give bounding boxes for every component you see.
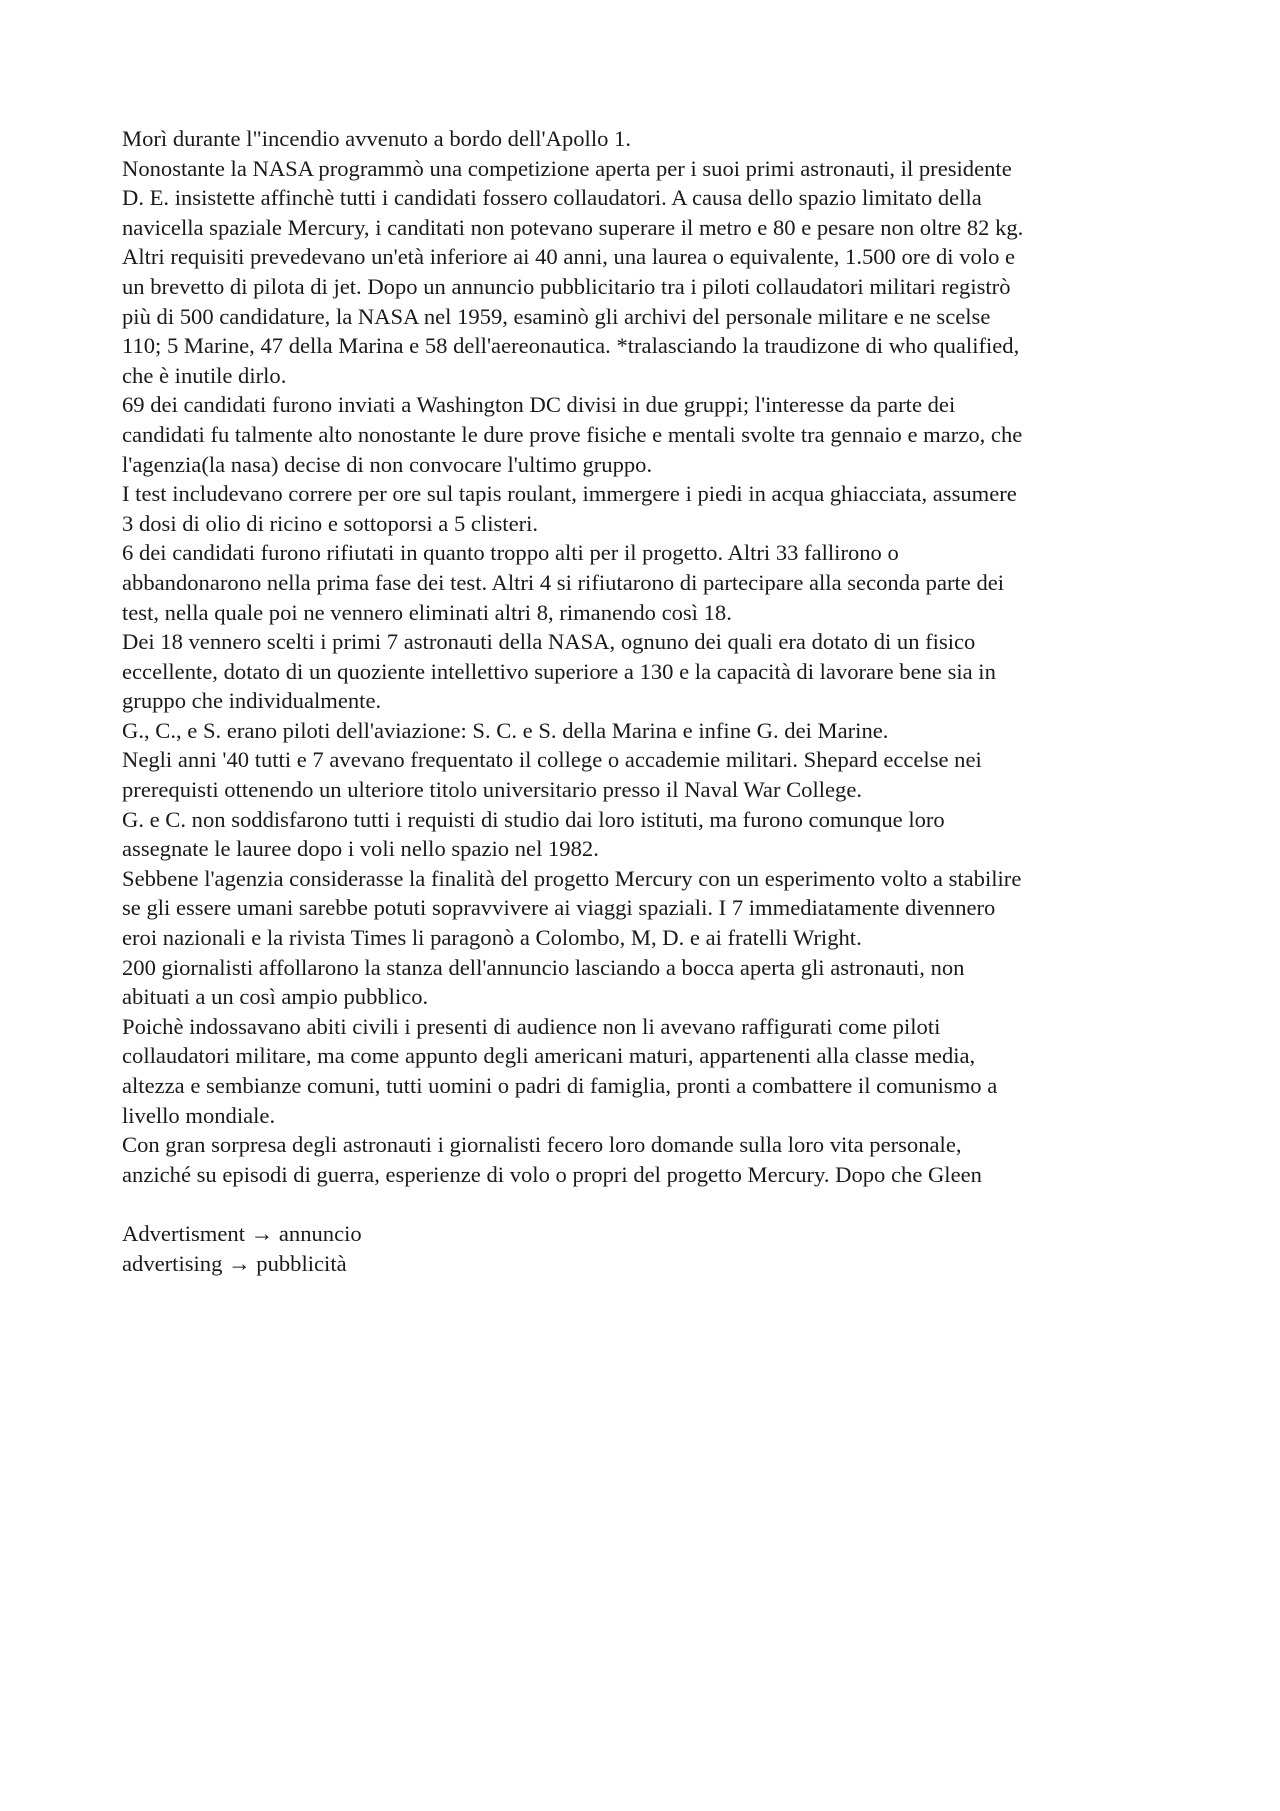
text-line: 200 giornalisti affollarono la stanza dell'annuncio lasciando a bocca aperta gli astronauti, non [122, 954, 965, 980]
text-line: Altri requisiti prevedevano un'età inferiore ai 40 anni, una laurea o equivalente, 1.500 ore di volo e [122, 244, 1016, 270]
text-line: un brevetto di pilota di jet. Dopo un annuncio pubblicitario tra i piloti collaudatori militari registrò [122, 273, 1011, 299]
text-line: collaudatori militare, ma come appunto degli americani maturi, appartenenti alla classe media, [122, 1043, 976, 1069]
text-line: anziché su episodi di guerra, esperienze di volo o propri del progetto Mercury. Dopo che Gleen [122, 1161, 982, 1187]
text-line: Negli anni '40 tutti e 7 avevano frequentato il college o accademie militari. Shepard eccelse nei [122, 747, 982, 773]
blank-line [122, 1189, 1172, 1219]
text-line: altezza e sembianze comuni, tutti uomini o padri di famiglia, pronti a combattere il comunismo a [122, 1073, 998, 1098]
text-line: Dei 18 vennero scelti i primi 7 astronauti della NASA, ognuno dei quali era dotato di un fisico [122, 629, 976, 655]
glossary-entry: Advertisment → annuncio [122, 1220, 362, 1246]
text-line: D. E. insistette affinchè tutti i candidati fossero collaudatori. A causa dello spazio limitato della [122, 185, 982, 211]
text-line: livello mondiale. [122, 1102, 276, 1128]
text-line: più di 500 candidature, la NASA nel 1959, esaminò gli archivi del personale militare e ne scelse [122, 303, 991, 329]
text-line: eroi nazionali e la rivista Times li paragonò a Colombo, M, D. e ai fratelli Wright. [122, 925, 862, 951]
text-line: che è inutile dirlo. [122, 362, 287, 388]
text-line: Con gran sorpresa degli astronauti i giornalisti fecero loro domande sulla loro vita personale, [122, 1132, 962, 1158]
text-line: abituati a un così ampio pubblico. [122, 984, 429, 1010]
text-line: l'agenzia(la nasa) decise di non convocare l'ultimo gruppo. [122, 451, 653, 477]
text-line: G., C., e S. erano piloti dell'aviazione: S. C. e S. della Marina e infine G. dei Marine. [122, 717, 889, 743]
text-line: 110; 5 Marine, 47 della Marina e 58 dell'aereonautica. *tralasciando la traudizone di who qualified, [122, 333, 1020, 359]
text-line: 3 dosi di olio di ricino e sottoporsi a 5 clisteri. [122, 510, 539, 536]
text-line: eccellente, dotato di un quoziente intellettivo superiore a 130 e la capacità di lavorare bene sia in [122, 658, 996, 684]
text-line: Poichè indossavano abiti civili i presenti di audience non li avevano raffigurati come piloti [122, 1013, 941, 1039]
text-line: prerequisti ottenendo un ulteriore titolo universitario presso il Naval War College. [122, 777, 863, 803]
glossary [122, 1219, 1172, 1278]
text-line: gruppo che individualmente. [122, 688, 382, 714]
glossary-entry: advertising → pubblicità [122, 1250, 347, 1276]
text-line: test, nella quale poi ne vennero eliminati altri 8, rimanendo così 18. [122, 599, 732, 625]
text-line: 6 dei candidati furono rifiutati in quanto troppo alti per il progetto. Altri 33 fallirono o [122, 540, 899, 566]
text-line: 69 dei candidati furono inviati a Washington DC divisi in due gruppi; l'interesse da parte dei [122, 392, 956, 418]
text-line: assegnate le lauree dopo i voli nello spazio nel 1982. [122, 836, 599, 862]
text-line: G. e C. non soddisfarono tutti i requisti di studio dai loro istituti, ma furono comunque loro [122, 806, 945, 832]
text-line: se gli essere umani sarebbe potuti sopravvivere ai viaggi spaziali. I 7 immediatamente divennero [122, 895, 996, 921]
text-line: I test includevano correre per ore sul tapis roulant, immergere i piedi in acqua ghiacciata, assumere [122, 481, 1017, 507]
text-line: Morì durante l"incendio avvenuto a bordo dell'Apollo 1. [122, 126, 631, 151]
text-line: Nonostante la NASA programmò una competizione aperta per i suoi primi astronauti, il presidente [122, 155, 1012, 181]
text-line: navicella spaziale Mercury, i canditati non potevano superare il metro e 80 e pesare non oltre 82 kg. [122, 214, 1024, 240]
text-line: Sebbene l'agenzia considerasse la finalità del progetto Mercury con un esperimento volto a stabilire [122, 865, 1022, 891]
text-line: candidati fu talmente alto nonostante le dure prove fisiche e mentali svolte tra gennaio e marzo, che [122, 421, 1023, 447]
document-page [122, 124, 1172, 1278]
text-line: abbandonarono nella prima fase dei test. Altri 4 si rifiutarono di partecipare alla seconda parte dei [122, 569, 1005, 595]
body-text [122, 124, 1172, 1189]
